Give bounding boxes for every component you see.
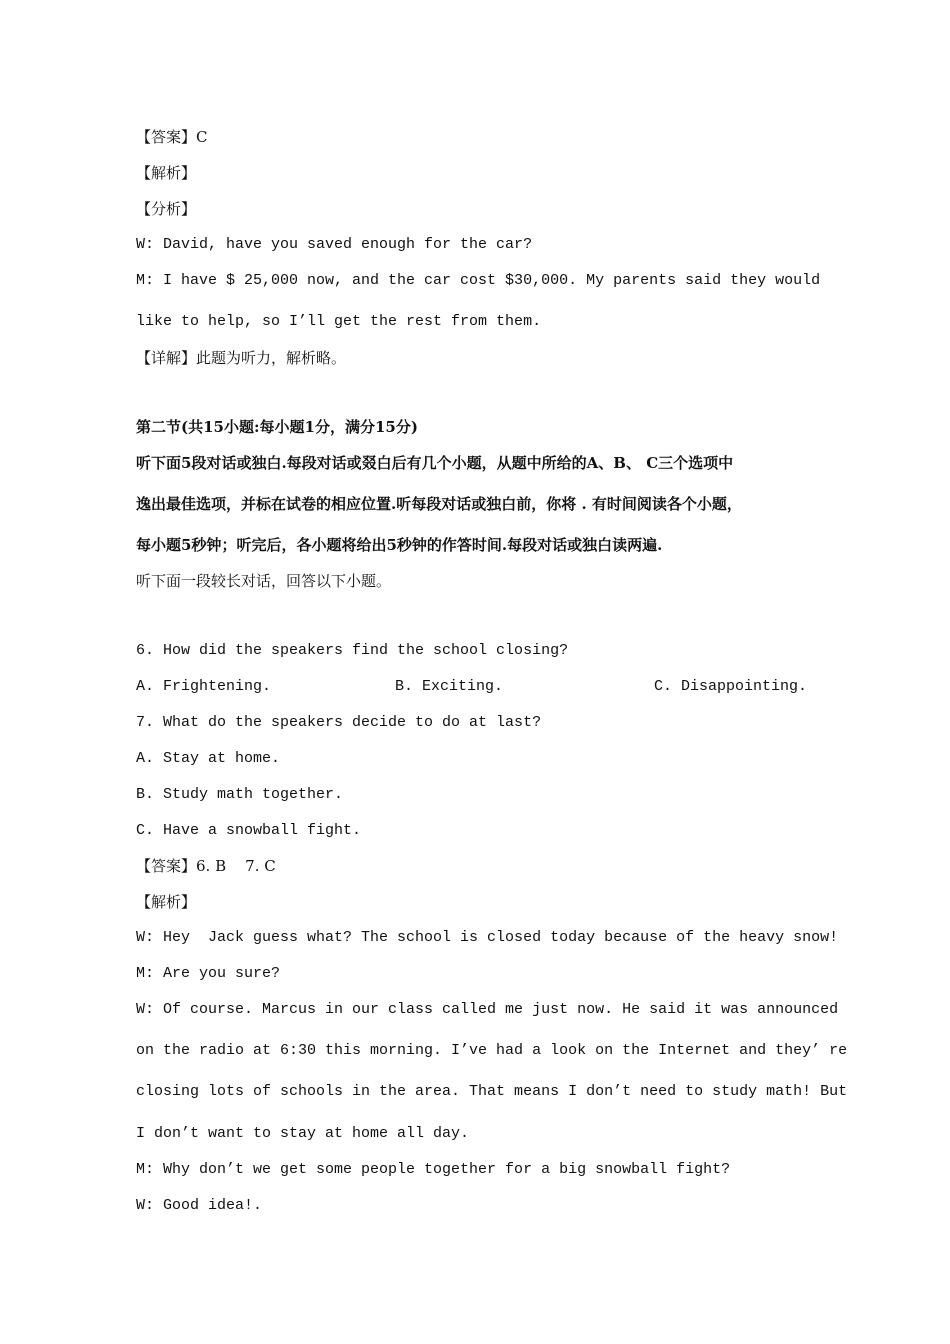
fenxi-heading: 【分析】 (136, 200, 197, 218)
dialogue-line: M: Are you sure? (136, 965, 281, 982)
question-7-option-a: A. Stay at home. (136, 750, 281, 767)
dialogue-line: W: David, have you saved enough for the car? (136, 236, 533, 253)
intro-line: 听下面一段较长对话，回答以下小题。 (136, 572, 392, 590)
section-heading: 第二节(共15小题:每小题1分，满分15分) (136, 418, 418, 436)
instruction-line: 逸出最佳选项，并标在试卷的相应位置.听每段对话或独白前，你将 . 有时间阅读各个小题， (136, 495, 742, 513)
question-6-option-b: B. Exciting. (395, 678, 504, 695)
question-7-stem: 7. What do the speakers decide to do at last? (136, 714, 542, 731)
dialogue-line: on the radio at 6:30 this morning. I’ve had a look on the Internet and they’ re (136, 1042, 848, 1059)
dialogue-line: W: Good idea!. (136, 1197, 263, 1214)
dialogue-line: closing lots of schools in the area. That means I don’t need to study math! But (136, 1083, 848, 1100)
answer-line-1: 【答案】C (136, 128, 208, 146)
question-7-option-b: B. Study math together. (136, 786, 344, 803)
dialogue-line: like to help, so I’ll get the rest from them. (136, 313, 542, 330)
question-6-option-c: C. Disappointing. (654, 678, 808, 695)
dialogue-line: M: Why don’t we get some people together for a big snowball fight? (136, 1161, 731, 1178)
answer-line-2: 【答案】6. B 7. C (136, 857, 276, 875)
dialogue-line: I don’t want to stay at home all day. (136, 1125, 470, 1142)
question-7-option-c: C. Have a snowball fight. (136, 822, 362, 839)
instruction-line: 听下面5段对话或独白.每段对话或叕白后有几个小题，从题中所给的A、B、 C三个选项中 (136, 454, 734, 472)
detail-line: 【详解】此题为听力，解析略。 (136, 349, 347, 367)
instruction-line: 每小题5秒钟；听完后，各小题将给出5秒钟的作答时间.每段对话或独白读两遍. (136, 536, 663, 554)
dialogue-line: W: Of course. Marcus in our class called me just now. He said it was announced (136, 1001, 839, 1018)
dialogue-line: M: I have $ 25,000 now, and the car cost $30,000. My parents said they would (136, 272, 821, 289)
dialogue-line: W: Hey Jack guess what? The school is closed today because of the heavy snow! (136, 929, 839, 946)
analysis-heading-2: 【解析】 (136, 893, 197, 911)
question-6-stem: 6. How did the speakers find the school closing? (136, 642, 569, 659)
analysis-heading-1: 【解析】 (136, 164, 197, 182)
question-6-option-a: A. Frightening. (136, 678, 272, 695)
